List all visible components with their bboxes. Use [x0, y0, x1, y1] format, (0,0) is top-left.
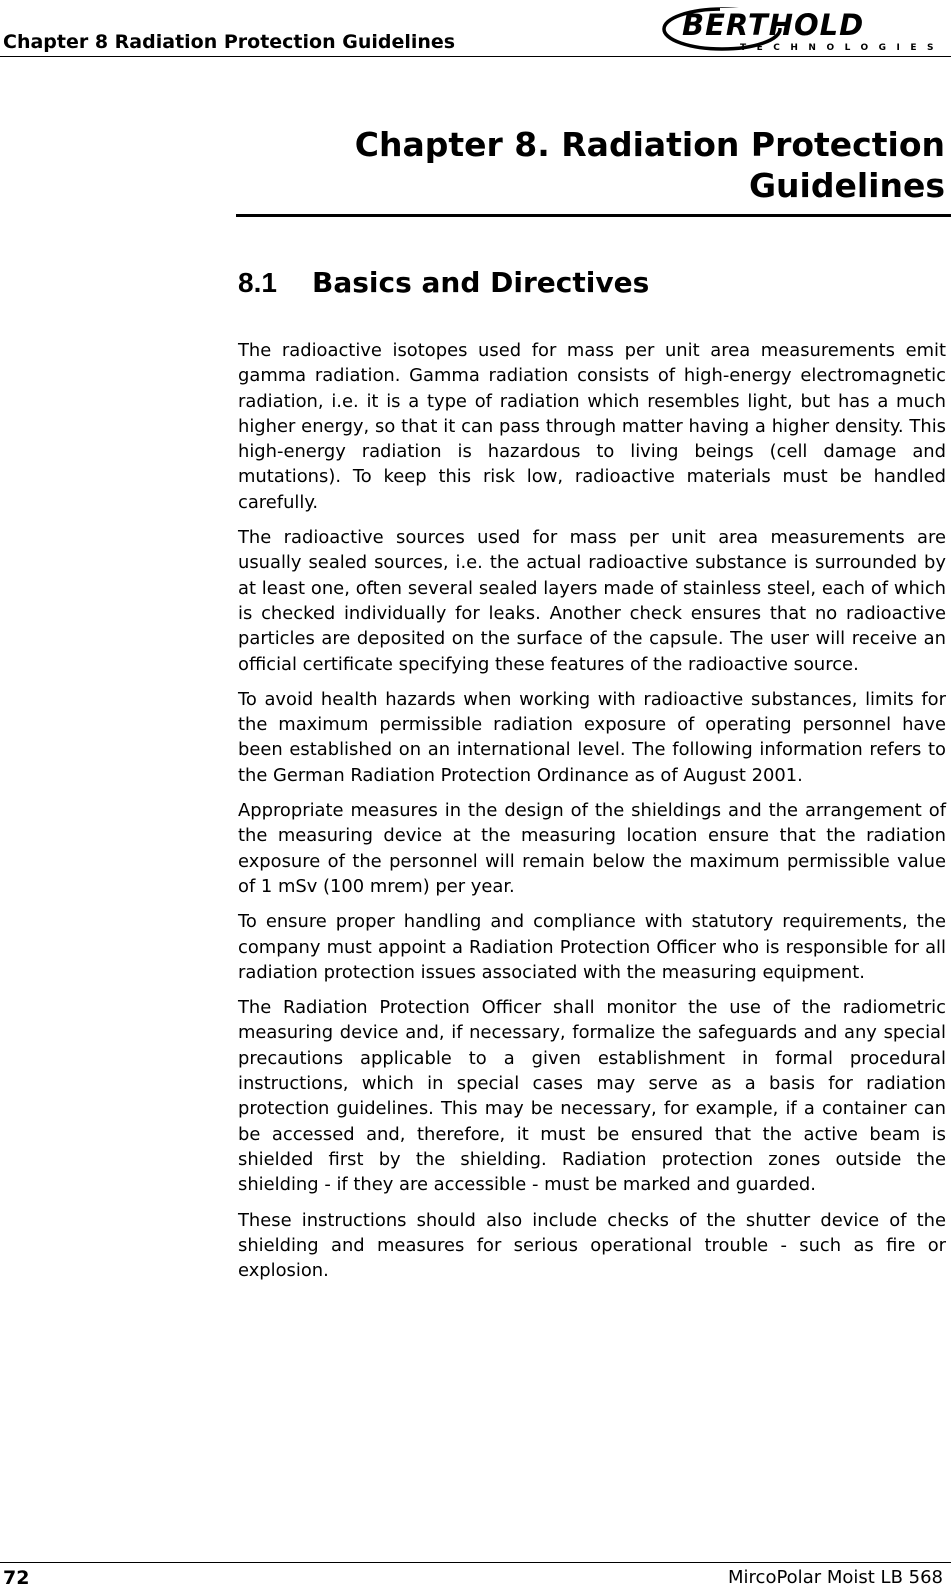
paragraph: Appropriate measures in the design of the shieldings and the arrangement of the measuring device at the measuring location ensure that the radiation exposure of the personnel will remain below the maximum permissible value of 1 mSv (100 mrem) per year. — [238, 800, 946, 897]
logo-text: BERTHOLD — [682, 8, 865, 42]
page-header — [0, 0, 951, 58]
section-number: 8.1 — [238, 267, 277, 298]
logo-subtext: TECHNOLOGIES — [740, 43, 945, 53]
header-rule — [0, 56, 951, 57]
page-number: 72 — [3, 1567, 30, 1589]
section-title: Basics and Directives — [312, 266, 650, 299]
chapter-title — [236, 124, 945, 206]
berthold-logo — [660, 4, 950, 54]
paragraph: To avoid health hazards when working with radioactive substances, limits for the maximum permissible radiation exposure of operating personnel have been established on an international level. The following information refers to the German Radiation Protection Ordinance as of August 2001. — [238, 688, 946, 786]
header-title: Chapter 8 Radiation Protection Guidelines — [3, 31, 456, 53]
body-text — [238, 338, 946, 1293]
chapter-rule — [236, 214, 951, 217]
chapter-title-line2: Guidelines — [748, 166, 945, 205]
paragraph: These instructions should also include checks of the shutter device of the shielding and measures for serious operational trouble - such as fire or explosion. — [238, 1209, 946, 1282]
paragraph: The radioactive sources used for mass per unit area measurements are usually sealed sources, i.e. the actual radioactive substance is surrounded by at least one, often several sealed layers made of stainless steel, each of which is checked individually for leaks. Another check ensures that no radioactive particles are deposited on the surface of the capsule. The user will receive an official certificate specifying these features of the radioactive source. — [238, 527, 946, 675]
section-heading — [238, 266, 649, 299]
chapter-title-line1: Chapter 8. Radiation Protection — [354, 125, 945, 164]
document-name: MircoPolar Moist LB 568 — [728, 1567, 943, 1588]
footer-rule — [0, 1562, 951, 1563]
paragraph: The radioactive isotopes used for mass per unit area measurements emit gamma radiation. Gamma radiation consists of high-energy electromagnetic radiation, i.e. it is a type of radiation which resembles light, but has a much higher energy, so that it can pass through matter having a higher density. This high-energy radiation is hazardous to living beings (cell damage and mutations). To keep this risk low, radioactive materials must be handled carefully. — [238, 340, 946, 513]
paragraph: The Radiation Protection Officer shall monitor the use of the radiometric measuring device and, if necessary, formalize the safeguards and any special precautions applicable to a given establishment in formal procedural instructions, which in special cases may serve as a basis for radiation protection guidelines. This may be necessary, for example, if a container can be accessed and, therefore, it must be ensured that the active beam is shielded first by the shielding. Radiation protection zones outside the shielding - if they are accessible - must be marked and guarded. — [238, 997, 946, 1196]
paragraph: To ensure proper handling and compliance with statutory requirements, the company must appoint a Radiation Protection Officer who is responsible for all radiation protection issues associated with the measuring equipment. — [238, 911, 946, 983]
